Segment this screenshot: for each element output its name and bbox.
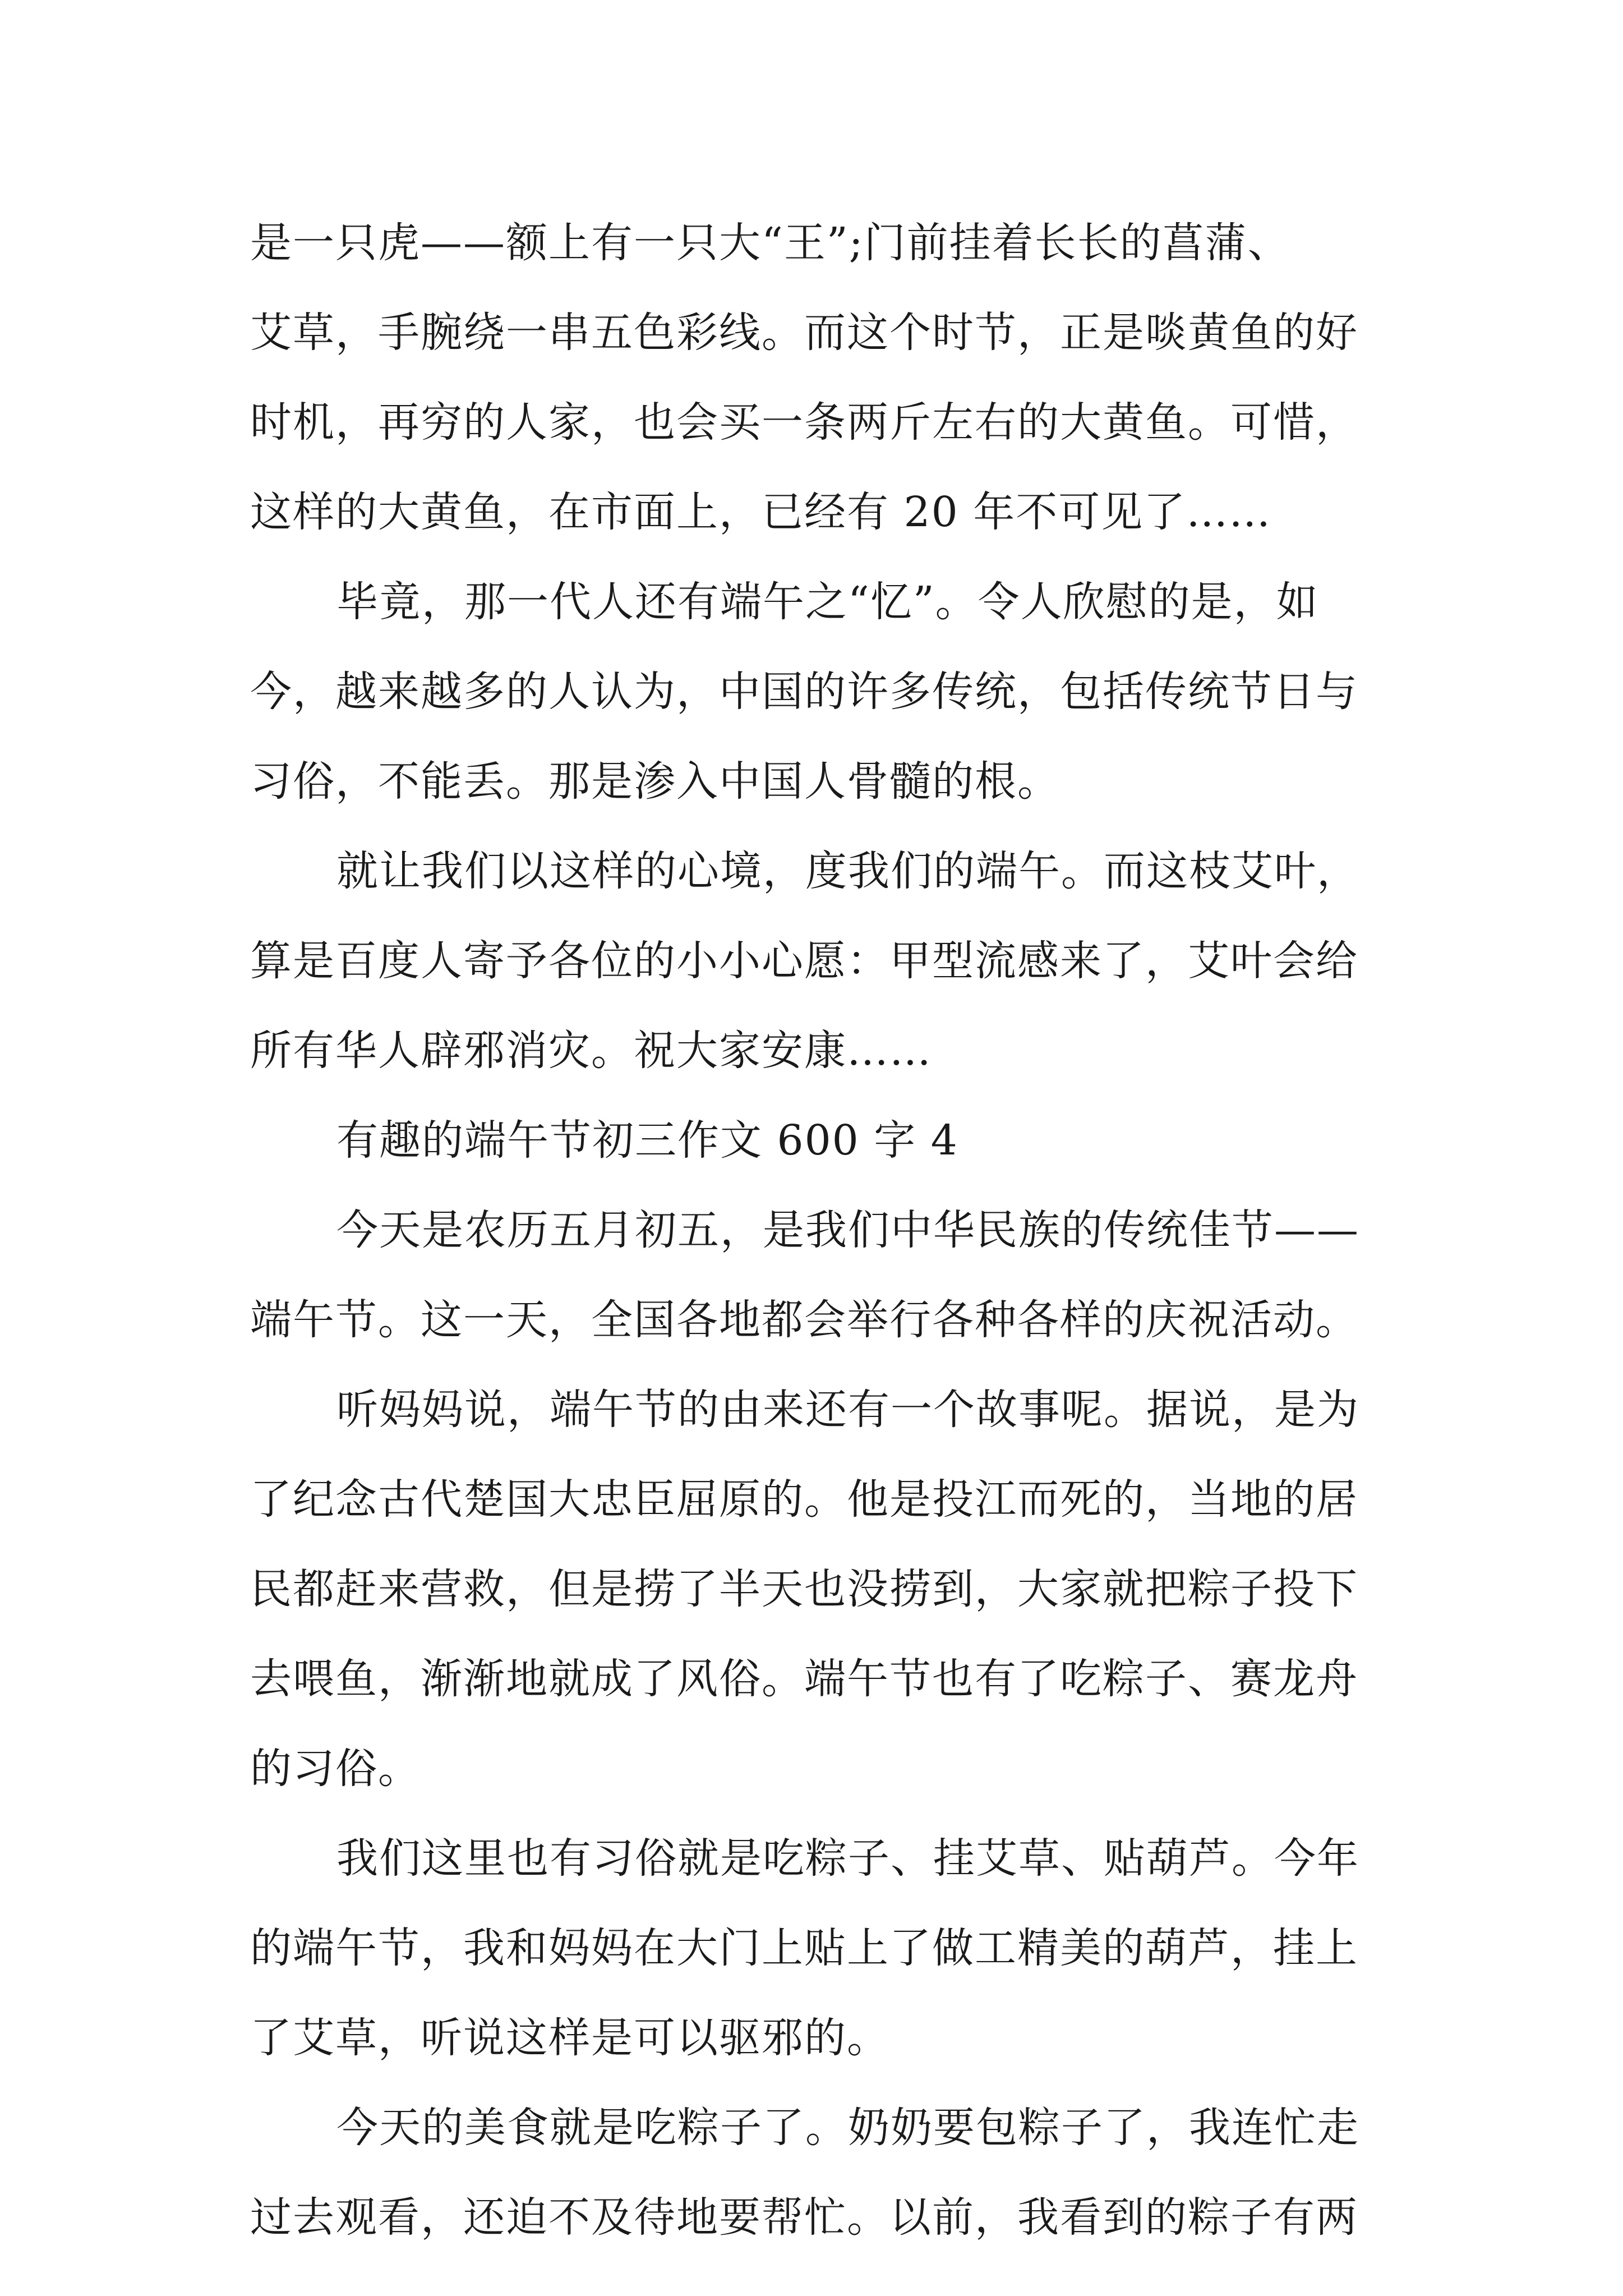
paragraph-start-line: 就让我们以这样的心境，度我们的端午。而这枝艾叶，: [336, 847, 1359, 895]
text-line: 习俗，不能丢。那是渗入中国人骨髓的根。: [250, 757, 1060, 806]
text-line: 了艾草，听说这样是可以驱邪的。: [250, 2014, 889, 2062]
text-line: 去喂鱼，渐渐地就成了风俗。端午节也有了吃粽子、赛龙舟: [250, 1655, 1358, 1703]
paragraph-start-line: 今天是农历五月初五，是我们中华民族的传统佳节——: [336, 1206, 1359, 1254]
paragraph-start-line: 我们这里也有习俗就是吃粽子、挂艾草、贴葫芦。今年: [336, 1834, 1359, 1883]
text-line: 时机，再穷的人家，也会买一条两斤左右的大黄鱼。可惜，: [250, 398, 1358, 447]
paragraph-start-line: 毕竟，那一代人还有端午之“忆”。令人欣慰的是，如: [336, 578, 1319, 626]
text-line: 艾草，手腕绕一串五色彩线。而这个时节，正是啖黄鱼的好: [250, 309, 1358, 357]
text-line: 算是百度人寄予各位的小小心愿：甲型流感来了，艾叶会给: [250, 937, 1358, 985]
text-line: 了纪念古代楚国大忠臣屈原的。他是投江而死的，当地的居: [250, 1475, 1358, 1524]
text-line: 过去观看，还迫不及待地要帮忙。以前，我看到的粽子有两: [250, 2193, 1358, 2242]
text-line: 民都赶来营救，但是捞了半天也没捞到，大家就把粽子投下: [250, 1565, 1358, 1613]
section-title: 有趣的端午节初三作文 600 字 4: [336, 1116, 958, 1165]
text-line: 的端午节，我和妈妈在大门上贴上了做工精美的葫芦，挂上: [250, 1924, 1358, 1972]
paragraph-start-line: 听妈妈说，端午节的由来还有一个故事呢。据说，是为: [336, 1386, 1359, 1434]
text-line: 今，越来越多的人认为，中国的许多传统，包括传统节日与: [250, 668, 1358, 716]
text-line: 是一只虎——额上有一只大“王”;门前挂着长长的菖蒲、: [250, 219, 1290, 267]
text-line: 端午节。这一天，全国各地都会举行各种各样的庆祝活动。: [250, 1296, 1358, 1344]
text-line: 所有华人辟邪消灾。祝大家安康……: [250, 1027, 932, 1075]
paragraph-start-line: 今天的美食就是吃粽子了。奶奶要包粽子了，我连忙走: [336, 2104, 1359, 2152]
text-line: 的习俗。: [250, 1745, 421, 1793]
text-line: 这样的大黄鱼，在市面上，已经有 20 年不可见了……: [250, 488, 1272, 536]
